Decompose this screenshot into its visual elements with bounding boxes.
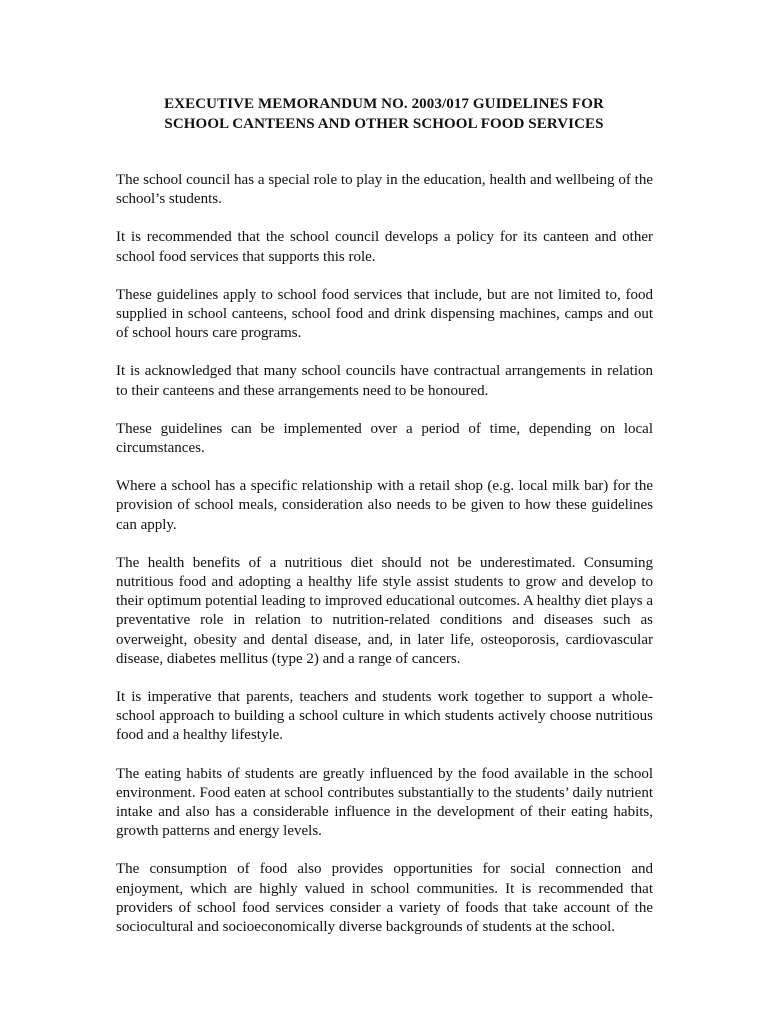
paragraph-implementation-period: These guidelines can be implemented over a period of time, depending on local circumstances. (116, 420, 653, 457)
paragraph-policy-recommendation: It is recommended that the school council develops a policy for its canteen and other school food services that supports this role. (116, 229, 653, 265)
paragraph-retail-shop: Where a school has a specific relationship with a retail shop (e.g. local milk bar) for the provision of school meals, consideration also needs to be given to how these guidelines can apply. (116, 478, 653, 533)
document-title (100, 94, 668, 134)
document-title-line-2: SCHOOL CANTEENS AND OTHER SCHOOL FOOD SERVICES (164, 116, 604, 132)
document-body (116, 171, 653, 956)
paragraph-social-connection: The consumption of food also provides opportunities for social connection and enjoyment, which are highly valued in school communities. It is recommended that providers of school food services consider a variety of foods that take account of the sociocultural and socioeconomically diverse backgrounds of students at the school. (116, 861, 653, 936)
document-title-line-1: EXECUTIVE MEMORANDUM NO. 2003/017 GUIDELINES FOR (164, 96, 604, 112)
paragraph-school-council-role: The school council has a special role to play in the education, health and wellbeing of the school’s students. (116, 172, 653, 208)
paragraph-guidelines-scope: These guidelines apply to school food services that include, but are not limited to, food supplied in school canteens, school food and drink dispensing machines, camps and out of school hours care programs. (116, 286, 653, 342)
paragraph-eating-habits: The eating habits of students are greatly influenced by the food available in the school environment. Food eaten at school contributes substantially to the students’ daily nutrient intake and also has a considerable influence in the development of their eating habits, growth patterns and energy levels. (116, 765, 653, 840)
paragraph-health-benefits: The health benefits of a nutritious diet should not be underestimated. Consuming nutritious food and adopting a healthy life style assist students to grow and develop to their optimum potential leading to improved educational outcomes. A healthy diet plays a preventative role in relation to nutrition-related conditions and diseases such as overweight, obesity and dental disease, and, in later life, osteoporosis, cardiovascular disease, diabetes mellitus (type 2) and a range of cancers. (116, 554, 653, 667)
paragraph-whole-school-approach: It is imperative that parents, teachers and students work together to support a whole-school approach to building a school culture in which students actively choose nutritious food and a healthy lifestyle. (116, 689, 653, 744)
paragraph-contractual-arrangements: It is acknowledged that many school councils have contractual arrangements in relation to their canteens and these arrangements need to be honoured. (116, 363, 653, 399)
